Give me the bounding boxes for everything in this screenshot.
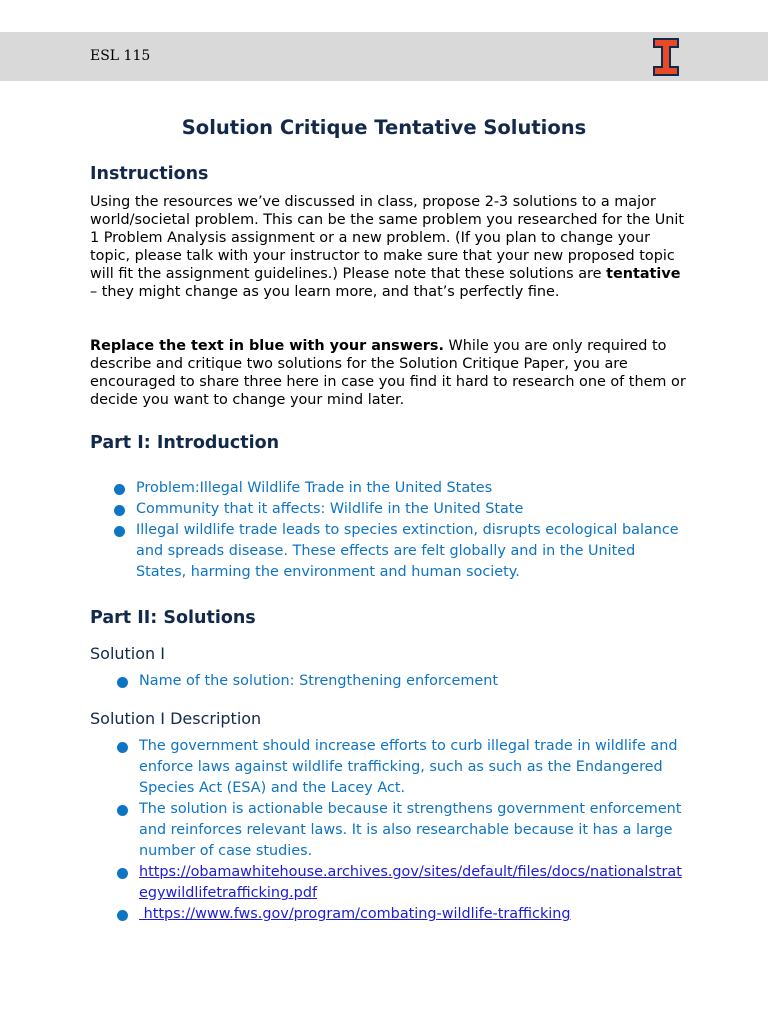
description-list bbox=[115, 736, 685, 925]
replace-text: While you are only required to describe and critique two solutions for the Solution Critique Paper, you are encouraged to share three here in case you find it hard to research one of them or decide you want to change your mind later. bbox=[90, 338, 686, 408]
list-item bbox=[115, 799, 685, 862]
solution1-description-heading: Solution I Description bbox=[90, 709, 262, 728]
bullet-icon bbox=[117, 677, 128, 688]
bullet-icon bbox=[114, 484, 125, 495]
replace-paragraph bbox=[90, 337, 690, 409]
page-title: Solution Critique Tentative Solutions bbox=[181, 116, 587, 139]
source-link-whitehouse[interactable]: https://obamawhitehouse.archives.gov/sites/default/files/docs/nationalstrategywildlifetrafficking.pdf bbox=[139, 864, 682, 901]
list-item bbox=[112, 520, 682, 583]
list-item bbox=[115, 736, 685, 799]
list-item bbox=[115, 904, 685, 925]
list-item bbox=[115, 671, 685, 692]
solution-name-text: Name of the solution: Strengthening enforcement bbox=[139, 673, 498, 689]
list-item bbox=[115, 862, 685, 904]
course-code: ESL 115 bbox=[90, 48, 151, 64]
instructions-heading: Instructions bbox=[90, 164, 209, 184]
bullet-icon bbox=[117, 805, 128, 816]
bullet-icon bbox=[117, 868, 128, 879]
instructions-text: Using the resources we’ve discussed in class, propose 2-3 solutions to a major world/societal problem. This can be the same problem you researched for the Unit 1 Problem Analysis assignment or a new problem. (If you plan to change your topic, please talk with your instructor to make sure that your new proposed topic will fit the assignment guidelines.) Please note that these solutions are bbox=[90, 194, 684, 282]
instructions-text-end: – they might change as you learn more, and that’s perfectly fine. bbox=[90, 284, 560, 300]
bullet-icon bbox=[114, 526, 125, 537]
part1-heading: Part I: Introduction bbox=[90, 433, 280, 453]
solution1-list bbox=[115, 671, 685, 692]
bullet-icon bbox=[117, 742, 128, 753]
list-item bbox=[112, 499, 682, 520]
tentative-emphasis: tentative bbox=[606, 266, 681, 282]
instructions-paragraph bbox=[90, 193, 690, 301]
replace-emphasis: Replace the text in blue with your answers. bbox=[90, 338, 444, 354]
effects-text: Illegal wildlife trade leads to species extinction, disrupts ecological balance and spreads disease. These effects are felt globally and in the United States, harming the environment and human society. bbox=[136, 522, 679, 580]
part1-list bbox=[112, 478, 682, 583]
solution1-heading: Solution I bbox=[90, 644, 165, 663]
bullet-icon bbox=[114, 505, 125, 516]
actionable-text: The solution is actionable because it strengthens government enforcement and reinforces relevant laws. It is also researchable because it has a large number of case studies. bbox=[139, 801, 682, 859]
part2-heading: Part II: Solutions bbox=[90, 608, 256, 628]
university-logo-icon bbox=[653, 38, 679, 76]
community-text: Community that it affects: Wildlife in the United State bbox=[136, 501, 524, 517]
problem-text: Problem:Illegal Wildlife Trade in the United States bbox=[136, 480, 493, 496]
source-link-fws[interactable]: https://www.fws.gov/program/combating-wildlife-trafficking bbox=[139, 906, 571, 922]
bullet-icon bbox=[117, 910, 128, 921]
list-item bbox=[112, 478, 682, 499]
description-text: The government should increase efforts to curb illegal trade in wildlife and enforce laws against wildlife trafficking, such as such as the Endangered Species Act (ESA) and the Lacey Act. bbox=[139, 738, 678, 796]
